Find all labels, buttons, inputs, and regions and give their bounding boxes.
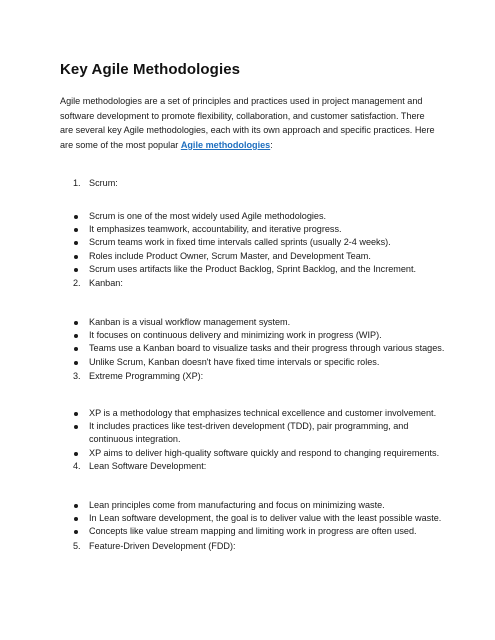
bullet-text: Concepts like value stream mapping and limiting work in progress are often used.	[89, 526, 417, 537]
bullet-text: Scrum uses artifacts like the Product Backlog, Sprint Backlog, and the Increment.	[89, 263, 417, 274]
list-item	[73, 356, 448, 369]
bullet-text: It emphasizes teamwork, accountability, and iterative progress.	[89, 224, 342, 235]
bullet-icon	[74, 334, 78, 338]
section-heading-scrum	[73, 177, 118, 190]
kanban-bullet-list	[73, 316, 448, 369]
bullet-text: XP is a methodology that emphasizes technical excellence and customer involvement.	[89, 408, 437, 418]
bullet-icon	[74, 412, 78, 416]
intro-paragraph	[60, 94, 440, 152]
scrum-bullet-list	[73, 210, 448, 276]
list-item	[73, 250, 448, 263]
section-number: 5.	[73, 541, 81, 551]
bullet-icon	[74, 347, 78, 351]
list-item	[73, 525, 448, 538]
bullet-text: Scrum teams work in fixed time intervals called sprints (usually 2-4 weeks).	[89, 237, 391, 248]
bullet-icon	[74, 228, 78, 232]
list-item	[73, 263, 448, 276]
bullet-icon	[74, 215, 78, 219]
xp-bullet-list	[73, 407, 448, 460]
bullet-text: Unlike Scrum, Kanban doesn't have fixed time intervals or specific roles.	[89, 356, 380, 367]
bullet-text: Scrum is one of the most widely used Agile methodologies.	[89, 211, 327, 221]
bullet-icon	[74, 504, 78, 508]
bullet-text: Teams use a Kanban board to visualize tasks and their progress through various stages.	[89, 343, 445, 354]
intro-colon: :	[270, 139, 273, 150]
bullet-icon	[74, 268, 78, 272]
agile-methodologies-link[interactable]: Agile methodologies	[180, 139, 271, 150]
list-item	[73, 447, 448, 460]
list-item	[73, 210, 448, 223]
bullet-text: It includes practices like test-driven development (TDD), pair programming, and continuous integration.	[89, 421, 409, 445]
bullet-icon	[74, 452, 78, 456]
list-item	[73, 316, 448, 329]
bullet-icon	[74, 361, 78, 365]
list-item	[73, 329, 448, 342]
section-number: 1.	[73, 178, 81, 188]
intro-text: Agile methodologies are a set of principles and practices used in project management and software development to promote flexibility, collaboration, and customer satisfaction. There are several key Agile methodologies, each with its own approach and specific practices. Here are some of the most popular	[60, 96, 435, 150]
section-heading-kanban	[73, 277, 123, 290]
bullet-icon	[74, 241, 78, 245]
section-heading-lean	[73, 460, 206, 473]
section-name: Extreme Programming (XP):	[89, 371, 204, 381]
list-item	[73, 499, 448, 512]
section-heading-xp	[73, 370, 203, 383]
list-item	[73, 223, 448, 236]
bullet-icon	[74, 321, 78, 325]
list-item	[73, 236, 448, 249]
section-number: 3.	[73, 371, 81, 381]
list-item	[73, 407, 448, 420]
bullet-text: XP aims to deliver high-quality software quickly and respond to changing requirements.	[89, 447, 440, 458]
section-name: Kanban:	[89, 278, 123, 288]
bullet-icon	[74, 517, 78, 521]
list-item	[73, 342, 448, 355]
section-name: Scrum:	[89, 178, 118, 188]
bullet-text: In Lean software development, the goal is to deliver value with the least possible waste.	[89, 513, 442, 524]
list-item	[73, 420, 448, 446]
bullet-icon	[74, 425, 78, 429]
bullet-icon	[74, 530, 78, 534]
section-number: 2.	[73, 278, 81, 288]
section-number: 4.	[73, 461, 81, 471]
bullet-text: Kanban is a visual workflow management system.	[89, 317, 291, 327]
lean-bullet-list	[73, 499, 448, 539]
bullet-text: It focuses on continuous delivery and minimizing work in progress (WIP).	[89, 330, 382, 341]
bullet-text: Lean principles come from manufacturing and focus on minimizing waste.	[89, 500, 385, 510]
section-name: Feature-Driven Development (FDD):	[89, 541, 236, 551]
page-title: Key Agile Methodologies	[60, 61, 241, 78]
section-name: Lean Software Development:	[89, 461, 207, 471]
list-item	[73, 512, 448, 525]
bullet-text: Roles include Product Owner, Scrum Master, and Development Team.	[89, 250, 371, 261]
bullet-icon	[74, 255, 78, 259]
section-heading-fdd	[73, 540, 236, 553]
